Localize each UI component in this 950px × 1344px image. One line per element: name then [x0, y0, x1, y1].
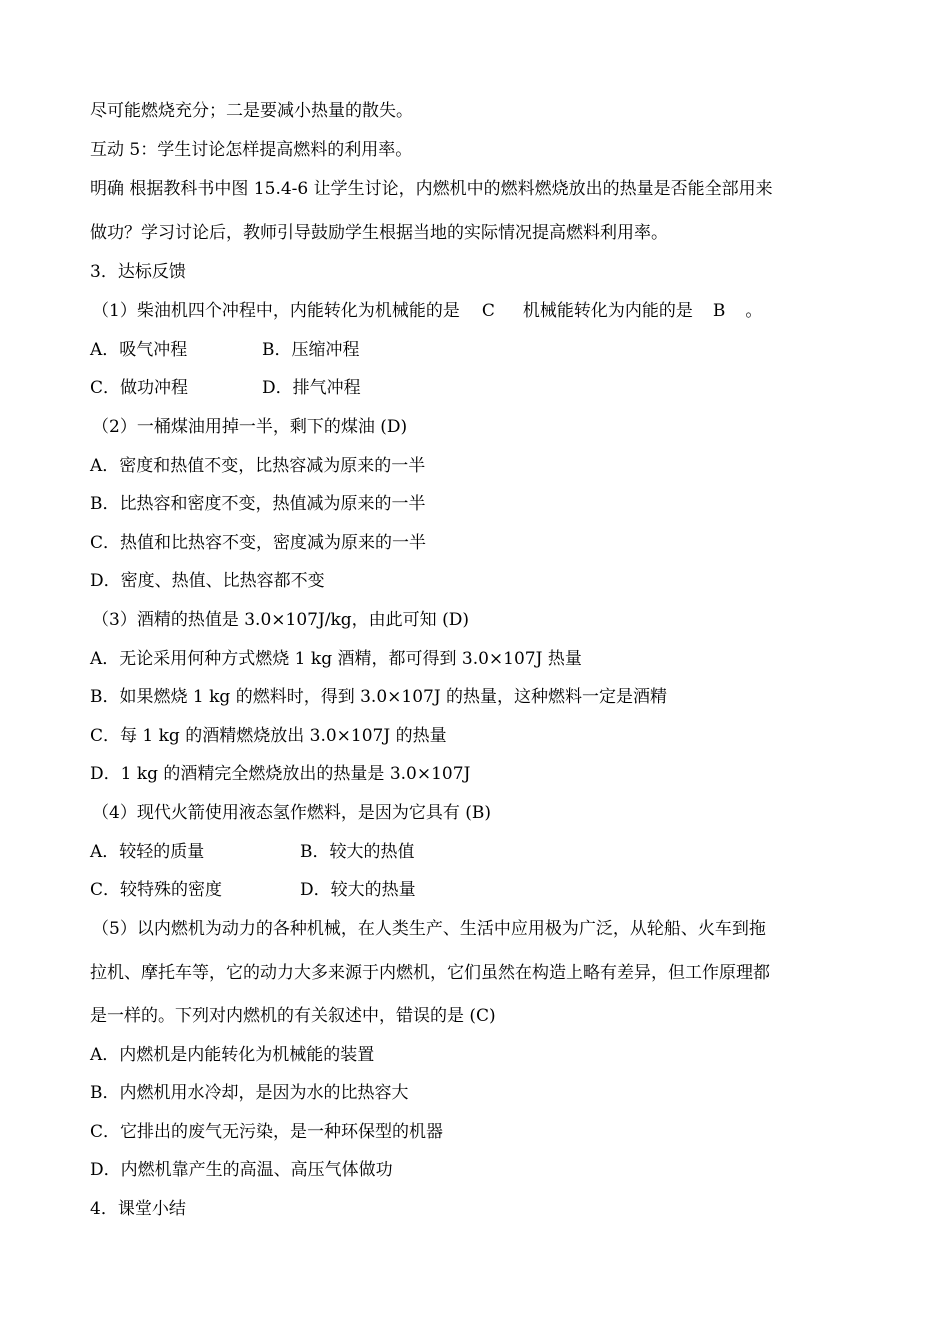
q4-option-a: A．较轻的质量 [90, 842, 205, 862]
q1-option-b: B．压缩冲程 [262, 340, 360, 360]
q1-stem-part-b: 机械能转化为内能的是 [522, 301, 693, 321]
q4-option-d: D．较大的热量 [300, 880, 416, 900]
intro-line: 尽可能燃烧充分；二是要减小热量的散失。 [90, 101, 413, 121]
q4-option-c: C．较特殊的密度 [90, 880, 223, 900]
q1-end: 。 [745, 301, 763, 321]
q1-answer-b: B [712, 301, 726, 321]
q5-option-b: B．内燃机用水冷却，是因为水的比热容大 [90, 1083, 409, 1103]
q1-stem-part-a: （1）柴油机四个冲程中，内能转化为机械能的是 [92, 301, 460, 321]
q1-option-a: A．吸气冲程 [90, 340, 188, 360]
q3-option-a: A．无论采用何种方式燃烧 1 kg 酒精，都可得到 3.0×107J 热量 [90, 649, 582, 669]
q2-option-a: A．密度和热值不变，比热容减为原来的一半 [90, 456, 426, 476]
q2-option-d: D．密度、热值、比热容都不变 [90, 571, 325, 591]
question-5-stem-1: （5）以内燃机为动力的各种机械，在人类生产、生活中应用极为广泛，从轮船、火车到拖 [92, 919, 766, 939]
q2-option-c: C．热值和比热容不变，密度减为原来的一半 [90, 533, 427, 553]
clarify-line-1: 明确 根据教科书中图 15.4-6 让学生讨论，内燃机中的燃料燃烧放出的热量是否能全部用来 [90, 179, 773, 199]
question-3-stem: （3）酒精的热值是 3.0×107J/kg，由此可知 (D) [92, 610, 469, 630]
q5-option-c: C．它排出的废气无污染，是一种环保型的机器 [90, 1122, 444, 1142]
q3-option-d: D．1 kg 的酒精完全燃烧放出的热量是 3.0×107J [90, 764, 471, 784]
question-4-stem: （4）现代火箭使用液态氢作燃料，是因为它具有 (B) [92, 803, 491, 823]
question-5-stem-3: 是一样的。下列对内燃机的有关叙述中，错误的是 (C) [90, 1006, 496, 1026]
q5-option-a: A．内燃机是内能转化为机械能的装置 [90, 1045, 375, 1065]
section-3-heading: 3．达标反馈 [90, 262, 186, 282]
question-2-stem: （2）一桶煤油用掉一半，剩下的煤油 (D) [92, 417, 408, 437]
q5-option-d: D．内燃机靠产生的高温、高压气体做功 [90, 1160, 393, 1180]
section-4-heading: 4．课堂小结 [90, 1199, 186, 1219]
q1-option-c: C．做功冲程 [90, 378, 189, 398]
interaction-5: 互动 5：学生讨论怎样提高燃料的利用率。 [90, 140, 413, 160]
q4-option-b: B．较大的热值 [300, 842, 415, 862]
question-5-stem-2: 拉机、摩托车等，它的动力大多来源于内燃机，它们虽然在构造上略有差异，但工作原理都 [90, 963, 770, 983]
question-1-stem [92, 300, 762, 322]
q3-option-b: B．如果燃烧 1 kg 的燃料时，得到 3.0×107J 的热量，这种燃料一定是酒精 [90, 687, 668, 707]
q1-answer-a: C [481, 301, 495, 321]
q1-option-d: D．排气冲程 [262, 378, 361, 398]
q3-option-c: C．每 1 kg 的酒精燃烧放出 3.0×107J 的热量 [90, 726, 447, 746]
clarify-line-2: 做功？学习讨论后，教师引导鼓励学生根据当地的实际情况提高燃料利用率。 [90, 223, 668, 243]
q2-option-b: B．比热容和密度不变，热值减为原来的一半 [90, 494, 426, 514]
